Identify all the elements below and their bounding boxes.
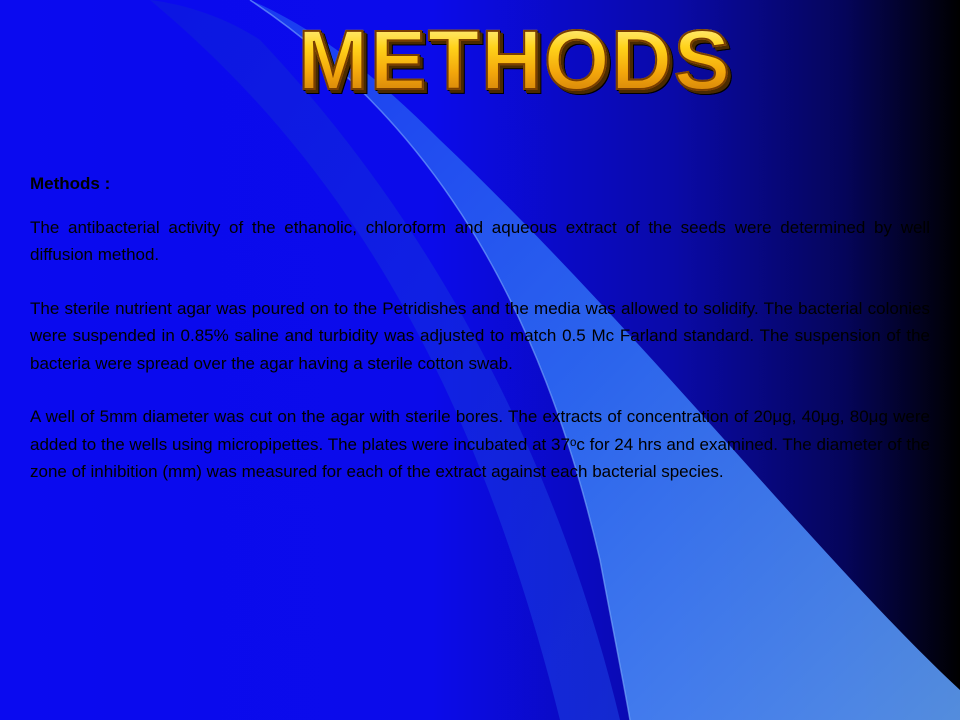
content-area (30, 170, 930, 512)
paragraph-2: The sterile nutrient agar was poured on to the Petridishes and the media was allowed to solidify. The bacterial colonies were suspended in 0.85% saline and turbidity was adjusted to match 0.5 Mc Farland standard. The suspension of the bacteria were spread over the agar having a sterile cotton swab. (30, 298, 930, 373)
methods-heading: Methods : (30, 174, 111, 193)
slide-title: METHODS (70, 18, 960, 102)
paragraph-1: The antibacterial activity of the ethanolic, chloroform and aqueous extract of the seeds were determined by well diffusion method. (30, 217, 930, 264)
paragraph-3: A well of 5mm diameter was cut on the agar with sterile bores. The extracts of concentration of 20μg, 40μg, 80μg were added to the wells using micropipettes. The plates were incubated at 37ᵒc for 24 hrs and examined. The diameter of the zone of inhibition (mm) was measured for each of the extract against each bacterial species. (30, 407, 930, 481)
